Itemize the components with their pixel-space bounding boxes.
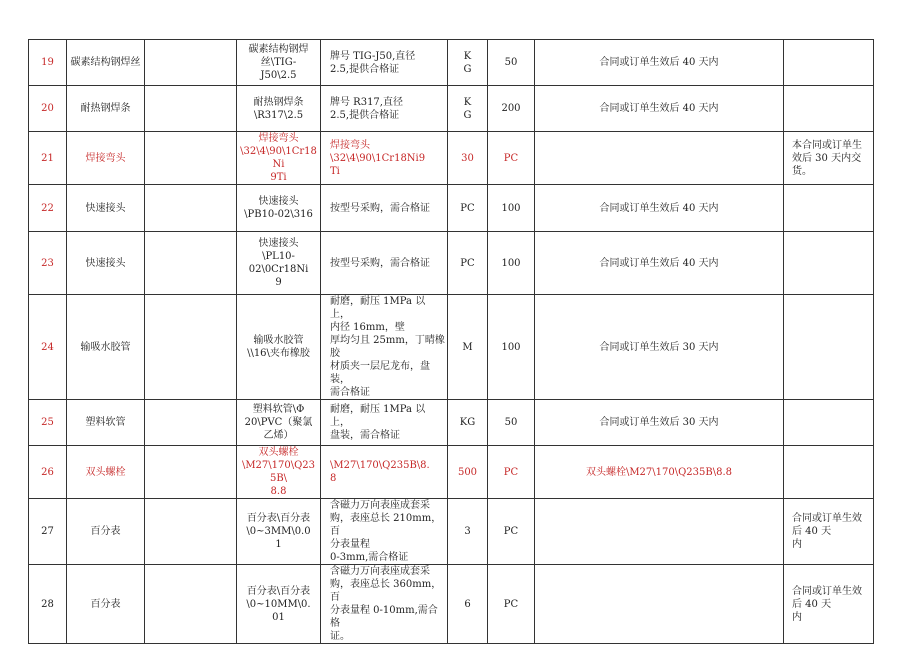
item-name: [67, 400, 145, 446]
delivery-terms: [535, 40, 784, 86]
item-spec-text: 焊接弯头 \32\4\90\1Cr18Ni 9Ti: [240, 133, 317, 183]
item-spec-text: 双头螺栓 \M27\170\Q235B\ 8.8: [241, 447, 316, 497]
table-row: [29, 185, 874, 232]
remark-cell: [784, 295, 874, 400]
item-description-text: 含磁力万向表座成套采 购，表座总长 360mm，百 分表量程 0-10mm,需合格 证。: [330, 566, 442, 642]
row-number: [29, 565, 67, 644]
item-name: [67, 132, 145, 185]
item-quantity-text: PC: [503, 466, 519, 478]
item-description: [321, 446, 448, 499]
row-number: [29, 499, 67, 565]
item-quantity: [488, 446, 535, 499]
remark-cell-text: 合同或订单生效 后 40 天 内: [792, 585, 862, 623]
empty-cell: [145, 40, 237, 86]
remark-cell: [784, 446, 874, 499]
remark-cell: [784, 499, 874, 565]
item-unit-text: PC: [460, 257, 475, 269]
delivery-terms-text: 双头螺栓\M27\170\Q235B\8.8: [585, 466, 733, 478]
item-unit: [448, 400, 488, 446]
item-unit: [448, 499, 488, 565]
item-unit: [448, 86, 488, 132]
item-spec: [237, 295, 321, 400]
item-description-text: 按型号采购，需合格证: [330, 202, 430, 214]
item-spec: [237, 132, 321, 185]
row-number-text: 27: [41, 526, 54, 537]
item-name-text: 碳素结构钢焊丝: [70, 57, 141, 68]
item-description-text: 焊接弯头 \32\4\90\1Cr18Ni9 Ti: [330, 139, 426, 177]
row-number-text: 21: [41, 152, 54, 164]
item-unit-text: K G: [463, 50, 472, 75]
item-description: [321, 400, 448, 446]
item-description-text: 耐磨，耐压 1MPa 以上， 盘装，需合格证: [330, 404, 426, 441]
item-name: [67, 295, 145, 400]
delivery-terms-text: 合同或订单生效后 40 天内: [599, 103, 719, 114]
item-unit-text: 500: [457, 466, 478, 478]
item-unit: [448, 132, 488, 185]
item-unit: [448, 232, 488, 295]
row-number-text: 19: [41, 57, 54, 68]
table-row: [29, 132, 874, 185]
row-number-text: 20: [41, 103, 54, 114]
empty-cell: [145, 185, 237, 232]
item-name: [67, 185, 145, 232]
remark-cell: [784, 40, 874, 86]
item-spec: [237, 40, 321, 86]
row-number: [29, 446, 67, 499]
row-number: [29, 132, 67, 185]
delivery-terms: [535, 132, 784, 185]
table-row: [29, 86, 874, 132]
row-number: [29, 295, 67, 400]
table-row: [29, 446, 874, 499]
item-unit: [448, 446, 488, 499]
delivery-terms: [535, 446, 784, 499]
delivery-terms-text: 合同或订单生效后 30 天内: [599, 341, 719, 353]
delivery-terms-text: 合同或订单生效后 40 天内: [599, 57, 719, 68]
item-description: [321, 232, 448, 295]
row-number-text: 23: [41, 257, 54, 269]
item-quantity-text: 100: [501, 257, 521, 269]
item-description: [321, 295, 448, 400]
item-description-text: 牌号 TIG-J50,直径 2.5,提供合格证: [330, 50, 416, 75]
item-unit-text: KG: [459, 417, 476, 428]
item-quantity-text: PC: [503, 152, 519, 164]
item-spec-text: 百分表\百分表 \0~3MM\0.0 1: [246, 513, 311, 550]
item-spec: [237, 185, 321, 232]
row-number-text: 25: [41, 417, 54, 428]
item-quantity: [488, 185, 535, 232]
remark-cell: [784, 565, 874, 644]
empty-cell: [145, 565, 237, 644]
item-unit-text: 3: [464, 526, 471, 537]
item-description-text: 含磁力万向表座成套采 购，表座总长 210mm，百 分表量程 0-3mm,需合格证: [330, 500, 442, 563]
table-row: [29, 499, 874, 565]
item-name-text: 百分表: [90, 598, 121, 610]
item-spec: [237, 232, 321, 295]
table-row: [29, 400, 874, 446]
remark-cell: [784, 185, 874, 232]
remark-cell: [784, 400, 874, 446]
item-unit-text: 6: [464, 598, 471, 610]
item-spec-text: 快速接头 \PL10- 02\0Cr18Ni 9: [248, 238, 309, 288]
item-name-text: 耐热钢焊条: [80, 103, 131, 114]
item-quantity-text: 100: [501, 341, 521, 353]
item-spec-text: 输吸水胶管 \\16\夹布橡胶: [247, 335, 310, 359]
item-name: [67, 446, 145, 499]
item-description: [321, 86, 448, 132]
item-quantity: [488, 86, 535, 132]
item-quantity: [488, 400, 535, 446]
item-description-text: 按型号采购，需合格证: [330, 257, 430, 269]
item-spec-text: 快速接头 \PB10-02\316: [244, 196, 313, 220]
item-unit-text: M: [462, 341, 473, 353]
item-description-text: 耐磨，耐压 1MPa 以上， 内径 16mm，壁 厚均匀且 25mm，丁晴橡胶 材质夹一层尼龙布，盘装， 需合格证: [330, 296, 445, 398]
item-name-text: 塑料软管: [85, 417, 126, 428]
table-row: [29, 295, 874, 400]
item-unit-text: PC: [460, 202, 475, 214]
item-description: [321, 499, 448, 565]
remark-cell: [784, 86, 874, 132]
empty-cell: [145, 295, 237, 400]
item-spec-text: 碳素结构钢焊 丝\TIG- J50\2.5: [248, 44, 309, 81]
item-name: [67, 565, 145, 644]
table-row: [29, 232, 874, 295]
row-number: [29, 40, 67, 86]
item-quantity-text: 200: [501, 103, 521, 114]
row-number: [29, 86, 67, 132]
row-number-text: 22: [41, 202, 54, 214]
remark-cell-text: 本合同或订单生 效后 30 天内交 货。: [792, 139, 862, 177]
item-description: [321, 185, 448, 232]
delivery-terms: [535, 232, 784, 295]
delivery-terms: [535, 499, 784, 565]
item-quantity: [488, 565, 535, 644]
remark-cell-text: 合同或订单生效 后 40 天 内: [792, 513, 862, 550]
item-name-text: 百分表: [90, 526, 121, 537]
item-quantity: [488, 40, 535, 86]
empty-cell: [145, 232, 237, 295]
item-name-text: 快速接头: [85, 257, 126, 269]
item-spec: [237, 446, 321, 499]
item-description-text: 牌号 R317,直径 2.5,提供合格证: [330, 96, 403, 121]
item-name: [67, 86, 145, 132]
item-quantity-text: PC: [503, 598, 519, 610]
item-spec: [237, 565, 321, 644]
delivery-terms: [535, 295, 784, 400]
item-quantity: [488, 232, 535, 295]
row-number: [29, 185, 67, 232]
item-quantity: [488, 499, 535, 565]
remark-cell: [784, 132, 874, 185]
item-quantity-text: 50: [504, 57, 518, 68]
item-name: [67, 40, 145, 86]
item-description: [321, 40, 448, 86]
item-name-text: 输吸水胶管: [80, 341, 131, 353]
item-description: [321, 132, 448, 185]
item-spec-text: 百分表\百分表 \0~10MM\0. 01: [246, 585, 311, 623]
empty-cell: [145, 132, 237, 185]
item-quantity-text: 50: [504, 417, 518, 428]
empty-cell: [145, 86, 237, 132]
item-unit: [448, 295, 488, 400]
empty-cell: [145, 446, 237, 499]
item-quantity: [488, 132, 535, 185]
item-spec-text: 耐热钢焊条 \R317\2.5: [253, 96, 304, 121]
item-name: [67, 232, 145, 295]
item-unit-text: 30: [461, 152, 474, 164]
remark-cell: [784, 232, 874, 295]
row-number: [29, 232, 67, 295]
row-number-text: 24: [41, 341, 54, 353]
item-unit: [448, 565, 488, 644]
procurement-table: [28, 39, 874, 644]
delivery-terms-text: 合同或订单生效后 40 天内: [599, 202, 719, 214]
item-spec: [237, 400, 321, 446]
table-row: [29, 565, 874, 644]
item-quantity-text: PC: [503, 526, 519, 537]
row-number: [29, 400, 67, 446]
item-description-text: \M27\170\Q235B\8. 8: [330, 460, 430, 484]
delivery-terms: [535, 400, 784, 446]
item-name-text: 双头螺栓: [85, 466, 126, 478]
item-name: [67, 499, 145, 565]
item-quantity: [488, 295, 535, 400]
empty-cell: [145, 400, 237, 446]
item-quantity-text: 100: [501, 202, 521, 214]
item-unit: [448, 40, 488, 86]
row-number-text: 26: [41, 466, 54, 478]
item-spec: [237, 499, 321, 565]
item-spec-text: 塑料软管\Φ 20\PVC（聚氯 乙烯）: [244, 404, 313, 441]
item-description: [321, 565, 448, 644]
delivery-terms: [535, 86, 784, 132]
item-unit-text: K G: [463, 96, 472, 121]
item-spec: [237, 86, 321, 132]
item-name-text: 焊接弯头: [85, 152, 126, 164]
row-number-text: 28: [41, 598, 54, 610]
delivery-terms: [535, 565, 784, 644]
item-name-text: 快速接头: [85, 202, 126, 214]
item-unit: [448, 185, 488, 232]
empty-cell: [145, 499, 237, 565]
delivery-terms: [535, 185, 784, 232]
delivery-terms-text: 合同或订单生效后 40 天内: [599, 257, 719, 269]
delivery-terms-text: 合同或订单生效后 30 天内: [599, 417, 719, 428]
table-row: [29, 40, 874, 86]
